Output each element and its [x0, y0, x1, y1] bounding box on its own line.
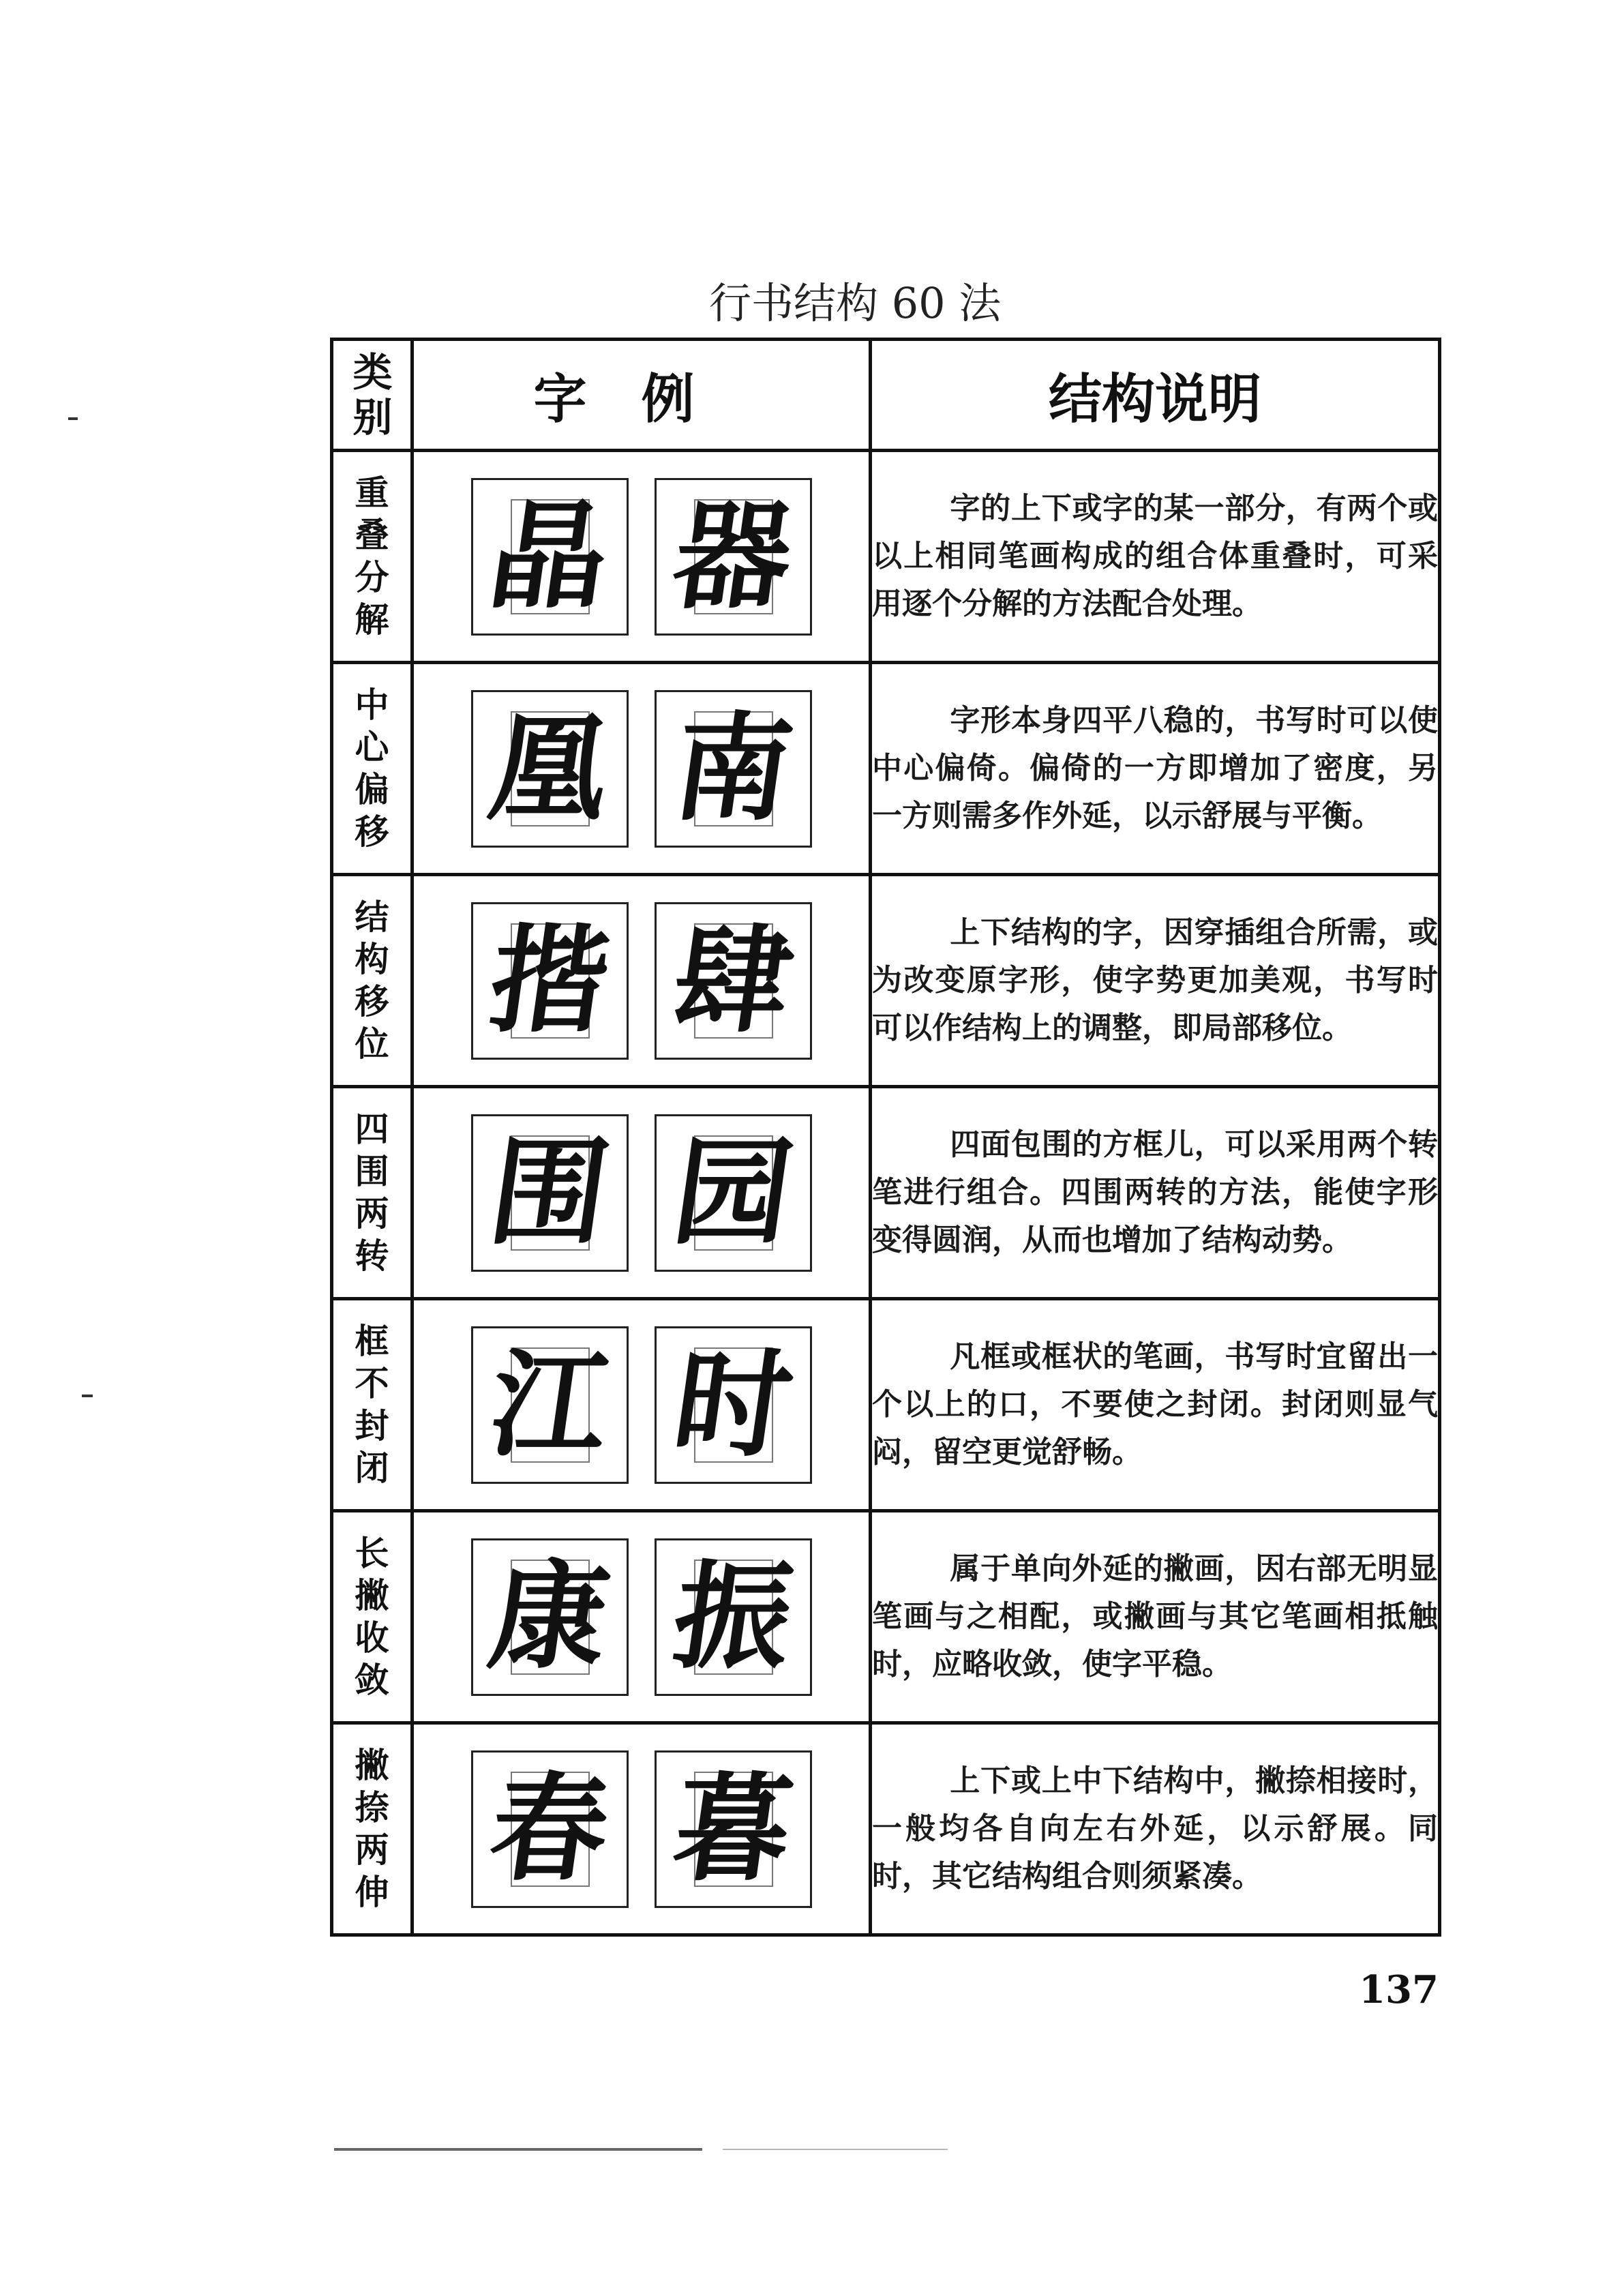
- example-glyph: 振: [665, 1549, 801, 1685]
- example-glyph: 时: [665, 1337, 801, 1473]
- row-description: 字的上下或字的某一部分，有两个或以上相同笔画构成的组合体重叠时，可采用逐个分解的方法配合处理。: [871, 451, 1440, 663]
- example-glyph: 江: [481, 1337, 618, 1473]
- table-row: [332, 1511, 1440, 1723]
- row-description: 字形本身四平八稳的，书写时可以使中心偏倚。偏倚的一方即增加了密度，另一方则需多作外延，以示舒展与平衡。: [871, 663, 1440, 875]
- example-glyph-box: [471, 902, 629, 1060]
- example-glyph-box: [471, 1114, 629, 1272]
- example-glyph-box: [655, 1114, 812, 1272]
- example-glyph-box: [655, 902, 812, 1060]
- example-glyph-box: [655, 690, 812, 848]
- row-description: 四面包围的方框儿，可以采用两个转笔进行组合。四围两转的方法，能使字形变得圆润，从而也增加了结构动势。: [871, 1087, 1440, 1299]
- example-glyph-box: [471, 1326, 629, 1484]
- row-category: 重叠分解: [332, 451, 412, 663]
- header-example: 字例: [412, 340, 871, 451]
- table-row: [332, 663, 1440, 875]
- row-category: 四围两转: [332, 1087, 412, 1299]
- example-glyph-box: [471, 478, 629, 636]
- example-glyph-box: [655, 1538, 812, 1696]
- header-category: 类别: [332, 340, 412, 451]
- row-examples: [412, 1087, 871, 1299]
- example-glyph: 康: [481, 1549, 618, 1685]
- example-glyph-box: [471, 1750, 629, 1908]
- row-examples: [412, 451, 871, 663]
- table-row: [332, 451, 1440, 663]
- row-examples: [412, 1299, 871, 1511]
- row-category: 撇捺两伸: [332, 1723, 412, 1935]
- scan-line: [334, 2148, 702, 2151]
- table-row: [332, 875, 1440, 1087]
- example-glyph: 晶: [481, 488, 618, 625]
- table-header-row: [332, 340, 1440, 451]
- example-glyph: 器: [665, 488, 801, 625]
- example-glyph-box: [471, 1538, 629, 1696]
- example-glyph: 凰: [481, 700, 618, 837]
- row-description: 上下或上中下结构中，撇捺相接时，一般均各自向左右外延，以示舒展。同时，其它结构组合则须紧凑。: [871, 1723, 1440, 1935]
- table-row: [332, 1087, 1440, 1299]
- row-description: 上下结构的字，因穿插组合所需，或为改变原字形，使字势更加美观，书写时可以作结构上的调整，即局部移位。: [871, 875, 1440, 1087]
- row-examples: [412, 875, 871, 1087]
- row-category: 框不封闭: [332, 1299, 412, 1511]
- row-examples: [412, 1723, 871, 1935]
- example-glyph: 围: [481, 1124, 618, 1261]
- row-examples: [412, 1511, 871, 1723]
- example-glyph: 园: [665, 1124, 801, 1261]
- structure-table: [330, 338, 1441, 1937]
- example-glyph: 肆: [665, 912, 801, 1049]
- header-description: 结构说明: [871, 340, 1440, 451]
- example-glyph-box: [471, 690, 629, 848]
- row-category: 中心偏移: [332, 663, 412, 875]
- table-row: [332, 1723, 1440, 1935]
- example-glyph: 春: [481, 1761, 618, 1897]
- row-description: 属于单向外延的撇画，因右部无明显笔画与之相配，或撇画与其它笔画相抵触时，应略收敛，使字平稳。: [871, 1511, 1440, 1723]
- scan-speck: [68, 417, 78, 420]
- page-number: 137: [1359, 1967, 1439, 2012]
- row-category: 长撇收敛: [332, 1511, 412, 1723]
- example-glyph: 揩: [481, 912, 618, 1049]
- page-title: 行书结构 60 法: [709, 278, 1002, 328]
- row-examples: [412, 663, 871, 875]
- row-description: 凡框或框状的笔画，书写时宜留出一个以上的口，不要使之封闭。封闭则显气闷，留空更觉舒畅。: [871, 1299, 1440, 1511]
- table-row: [332, 1299, 1440, 1511]
- scan-line: [723, 2149, 948, 2150]
- example-glyph: 暮: [665, 1761, 801, 1897]
- row-category: 结构移位: [332, 875, 412, 1087]
- example-glyph-box: [655, 478, 812, 636]
- example-glyph-box: [655, 1750, 812, 1908]
- example-glyph-box: [655, 1326, 812, 1484]
- scan-speck: [82, 1395, 93, 1397]
- example-glyph: 南: [665, 700, 801, 837]
